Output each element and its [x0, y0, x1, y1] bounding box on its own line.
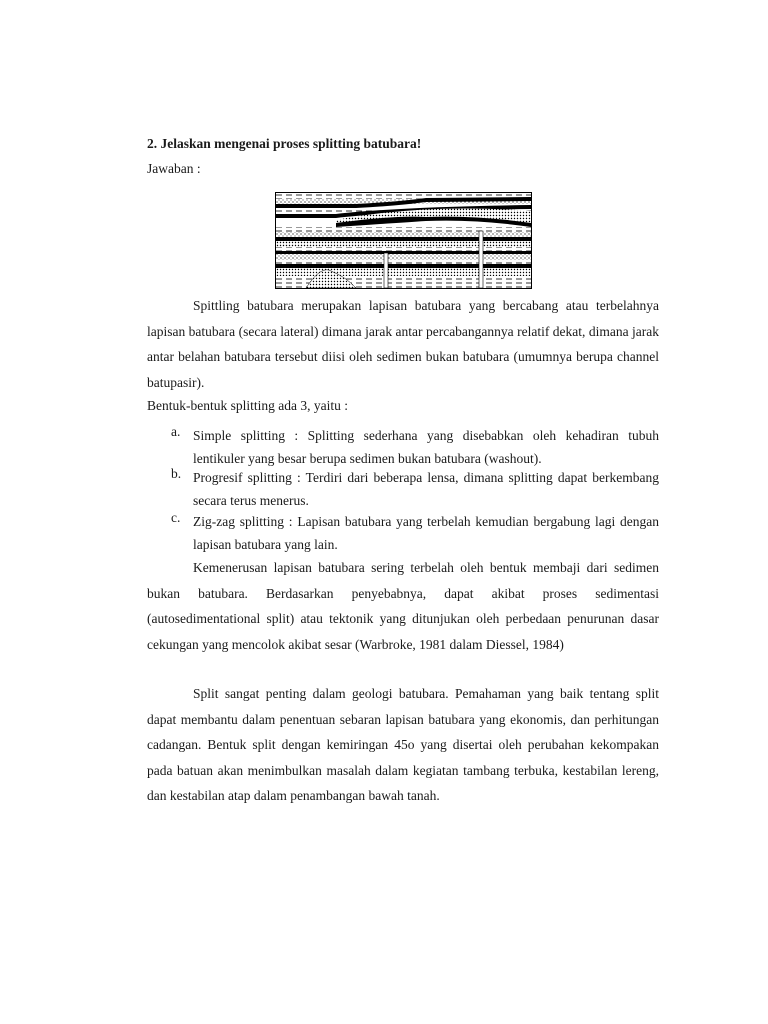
list-item [171, 510, 659, 554]
list-item [171, 466, 659, 510]
paragraph-3-text: Split sangat penting dalam geologi batubara. Pemahaman yang baik tentang split dapat membantu dalam penentuan sebaran lapisan batubara yang ekonomis, dan perhitungan cadangan. Bentuk split dengan kemiringan 45o yang disertai oleh perubahan kekompakan pada batuan akan menimbulkan masalah dalam kegiatan tambang terbuka, kestabilan lereng, dan kestabilan atap dalam penambangan bawah tanah. [147, 686, 659, 803]
list-item [171, 424, 659, 468]
paragraph-2 [147, 555, 659, 657]
answer-label: Jawaban : [147, 161, 201, 176]
paragraph-3 [147, 681, 659, 809]
paragraph-2-text: Kemenerusan lapisan batubara sering terbelah oleh bentuk membaji dari sedimen bukan batubara. Berdasarkan penyebabnya, dapat akibat proses sedimentasi (autosedimentational split) atau tektonik yang ditunjukan oleh perbedaan penurunan dasar cekungan yang mencolok akibat sesar (Warbroke, 1981 dalam Diessel, 1984) [147, 560, 659, 652]
list-item-text: Zig-zag splitting : Lapisan batubara yang terbelah kemudian bergabung lagi dengan lapisan batubara yang lain. [193, 514, 659, 552]
list-marker: a. [171, 424, 181, 439]
list-marker: c. [171, 510, 181, 525]
question-heading: 2. Jelaskan mengenai proses splitting batubara! [147, 136, 422, 151]
paragraph-1-text: Spittling batubara merupakan lapisan batubara yang bercabang atau terbelahnya lapisan batubara (secara lateral) dimana jarak antar percabangannya relatif dekat, dimana jarak antar belahan batubara tersebut diisi oleh sedimen bukan batubara (umumnya berupa channel batupasir). [147, 298, 659, 390]
paragraph-1 [147, 293, 659, 395]
list-intro: Bentuk-bentuk splitting ada 3, yaitu : [147, 398, 348, 413]
list-marker: b. [171, 466, 182, 481]
list-item-text: Progresif splitting : Terdiri dari beberapa lensa, dimana splitting dapat berkembang secara terus menerus. [193, 470, 659, 508]
coal-splitting-diagram [275, 192, 532, 289]
list-item-text: Simple splitting : Splitting sederhana yang disebabkan oleh kehadiran tubuh lentikuler yang besar berupa sedimen bukan batubara (washout). [193, 428, 659, 466]
